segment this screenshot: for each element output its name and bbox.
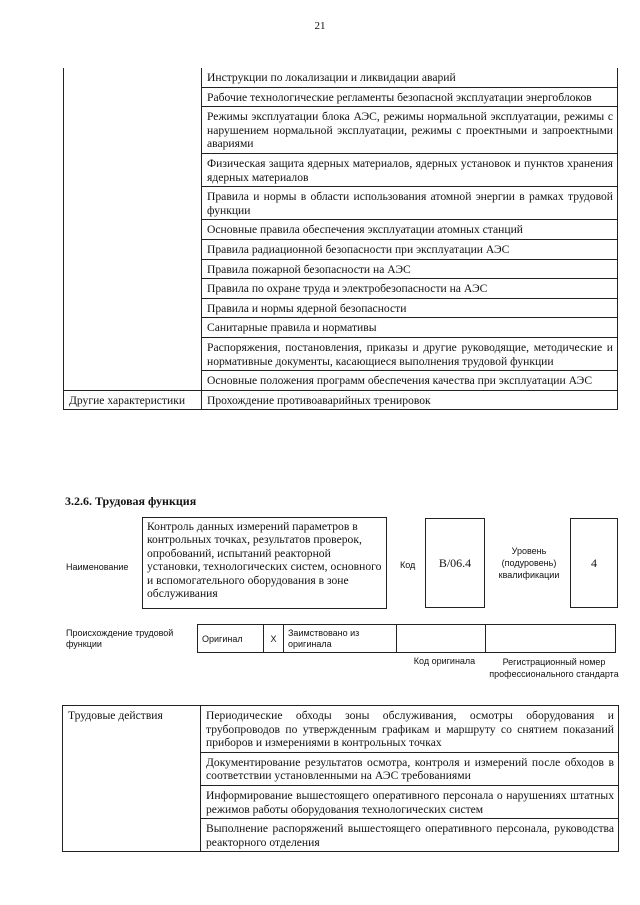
- section-title: 3.2.6. Трудовая функция: [65, 494, 197, 508]
- table-cell: Документирование результатов осмотра, контроля и измерений после обходов в соответствии установленными на АЭС требованиями: [201, 752, 619, 785]
- label-cell: [64, 68, 202, 390]
- original-cell: Оригинал: [198, 625, 264, 653]
- table-row: [63, 706, 619, 753]
- code-value: B/06.4: [438, 555, 472, 570]
- page-number: 21: [314, 20, 326, 32]
- table-cell: Правила и нормы ядерной безопасности: [202, 298, 618, 318]
- actions-label: Трудовые действия: [63, 706, 201, 852]
- registration-number-caption: Регистрационный номер профессионального стандарта: [489, 657, 619, 679]
- table-cell: Правила по охране труда и электробезопасности на АЭС: [202, 279, 618, 299]
- table-cell: Физическая защита ядерных материалов, ядерных установок и пунктов хранения ядерных материалов: [202, 153, 618, 186]
- table-cell: Правила радиационной безопасности при эксплуатации АЭС: [202, 239, 618, 259]
- origin-table: [197, 624, 616, 653]
- level-box: [570, 518, 618, 608]
- original-mark: X: [264, 625, 284, 653]
- origin-label: Происхождение трудовой функции: [66, 628, 174, 649]
- table-row: [64, 68, 618, 87]
- table-cell: Основные правила обеспечения эксплуатации атомных станций: [202, 220, 618, 240]
- code-label: Код: [400, 560, 416, 570]
- name-label: Наименование: [66, 562, 129, 572]
- table-cell: Санитарные правила и нормативы: [202, 318, 618, 338]
- registration-number-cell: [486, 625, 616, 653]
- level-label: Уровень (подуровень) квалификации: [498, 546, 560, 580]
- table-cell: Правила и нормы в области использования атомной энергии в рамках трудовой функции: [202, 187, 618, 220]
- table-cell: Распоряжения, постановления, приказы и другие руководящие, методические и нормативные документы, касающиеся выполнения трудовой функции: [202, 337, 618, 370]
- borrowed-cell: Заимствовано из оригинала: [284, 625, 397, 653]
- actions-table: [62, 705, 619, 852]
- table-cell: Информирование вышестоящего оперативного персонала о нарушениях штатных режимов работы оборудования технологических систем: [201, 785, 619, 818]
- table-row: [198, 625, 616, 653]
- knowledge-table: [63, 68, 618, 410]
- other-characteristics-value: Прохождение противоаварийных тренировок: [202, 390, 618, 410]
- table-cell: Правила пожарной безопасности на АЭС: [202, 259, 618, 279]
- table-cell: Режимы эксплуатации блока АЭС, режимы нормальной эксплуатации, режимы с нарушением нормальной эксплуатации, режимы с проектными и запроектными авариями: [202, 107, 618, 154]
- code-box: [425, 518, 485, 608]
- table-cell: Рабочие технологические регламенты безопасной эксплуатации энергоблоков: [202, 87, 618, 107]
- level-value: 4: [591, 555, 597, 570]
- table-cell: Основные положения программ обеспечения качества при эксплуатации АЭС: [202, 371, 618, 391]
- table-cell: Периодические обходы зоны обслуживания, осмотры оборудования и трубопроводов по утвержденным графикам и маршруту со снятием показаний приборов и измерениями в контрольных точках: [201, 706, 619, 753]
- function-name-box: Контроль данных измерений параметров в контрольных точках, результатов проверок, опробований, испытаний реакторной установки, технологических систем, основного и вспомогательного оборудования в зоне обслуживания: [142, 517, 387, 609]
- table-cell: Инструкции по локализации и ликвидации аварий: [202, 68, 618, 87]
- original-code-caption: Код оригинала: [413, 656, 476, 666]
- table-cell: Выполнение распоряжений вышестоящего оперативного персонала, руководства реакторного отделения: [201, 819, 619, 852]
- original-code-cell: [397, 625, 486, 653]
- table-row: [64, 390, 618, 410]
- other-characteristics-label: Другие характеристики: [64, 390, 202, 410]
